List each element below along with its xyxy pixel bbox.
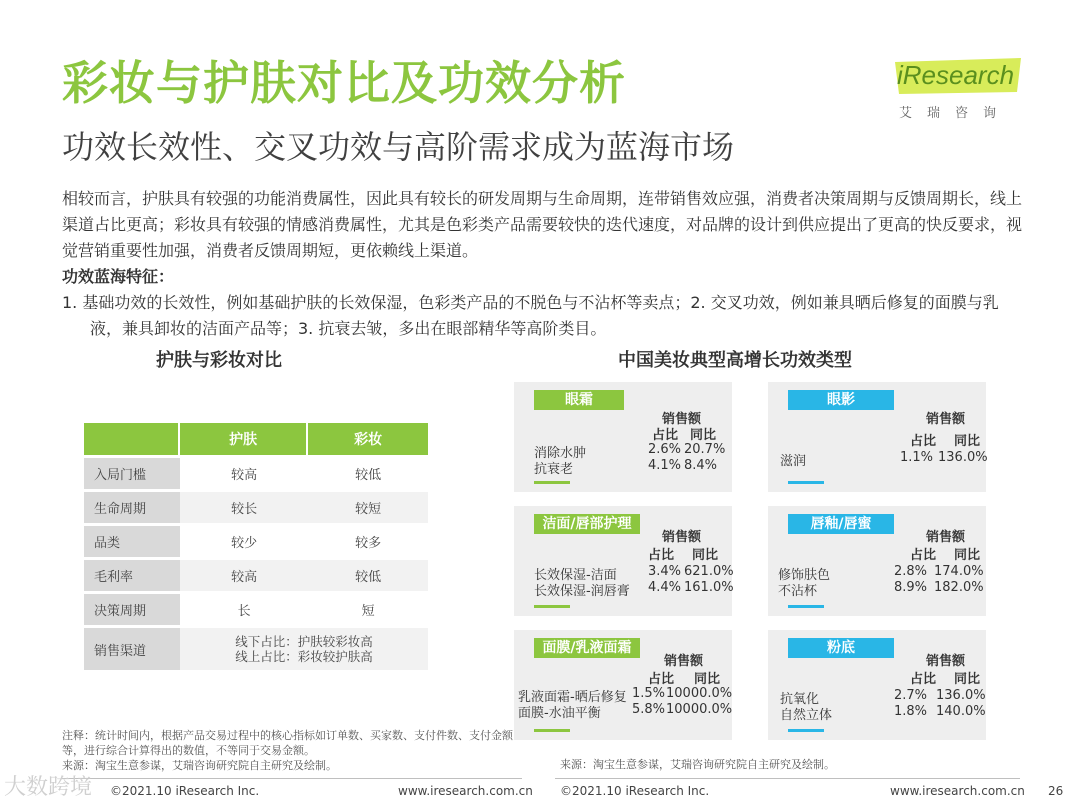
cell-makeup: 较短 <box>308 492 428 523</box>
intro-paragraph: 相较而言，护肤具有较强的功能消费属性，因此具有较长的研发周期与生命周期，连带销售效应强，消费者决策周期与反馈周期长，线上渠道占比更高；彩妆具有较强的情感消费属性，尤其是色彩类产品需要较快的迭代速度，对品牌的设计到供应提出了更高的快反要求，视觉营销重要性加强，消费者反馈周期短，更依赖线上渠道。 <box>62 189 1023 260</box>
cell-skincare: 较少 <box>231 536 258 551</box>
table-header-row <box>84 423 428 455</box>
row-yoy: 136.0% <box>938 450 988 465</box>
row-share: 1.5% <box>632 686 666 701</box>
sales-label: 销售额 <box>926 530 966 545</box>
row-yoy: 8.4% <box>684 458 718 473</box>
row-yoy: 20.7% <box>684 442 726 457</box>
row-yoy: 161.0% <box>684 580 734 595</box>
row-share: 4.1% <box>648 458 682 473</box>
table-row <box>84 492 428 523</box>
efficacy-card-mask-lotion <box>514 630 732 740</box>
yoy-label: 同比 <box>692 548 719 563</box>
share-label: 占比 <box>648 548 675 563</box>
row-name: 长效保湿-洁面 <box>534 568 617 583</box>
cell-makeup: 较低 <box>355 468 382 483</box>
efficacy-source: 来源：淘宝生意参谋，艾瑞咨询研究院自主研究及绘制。 <box>560 758 835 771</box>
efficacy-card-eye-cream <box>514 382 732 492</box>
card-tag: 眼霜 <box>534 390 624 410</box>
iresearch-logo <box>893 56 1028 126</box>
efficacy-card-eyeshadow <box>768 382 986 492</box>
row-share: 3.4% <box>648 564 682 579</box>
row-yoy: 140.0% <box>936 704 986 719</box>
row-yoy: 621.0% <box>684 564 734 579</box>
row-share: 8.9% <box>894 580 928 595</box>
footer-url-left[interactable]: www.iresearch.com.cn <box>398 784 533 798</box>
sales-label: 销售额 <box>662 412 702 427</box>
row-label: 销售渠道 <box>84 628 180 670</box>
row-share: 4.4% <box>648 580 682 595</box>
efficacy-title: 中国美妆典型高增长功效类型 <box>618 350 852 371</box>
yoy-label: 同比 <box>954 434 981 449</box>
footnote <box>62 728 522 773</box>
accent-bar <box>788 605 824 608</box>
share-label: 占比 <box>910 548 937 563</box>
card-tag: 粉底 <box>788 638 894 658</box>
cell-makeup: 较低 <box>308 560 428 591</box>
page-title: 彩妆与护肤对比及功效分析 <box>62 56 626 110</box>
card-tag: 唇釉/唇蜜 <box>788 514 894 534</box>
row-share: 1.8% <box>894 704 928 719</box>
row-share: 2.7% <box>894 688 928 703</box>
row-yoy: 174.0% <box>934 564 984 579</box>
row-share: 2.6% <box>648 442 682 457</box>
footnote-source: 来源：淘宝生意参谋，艾瑞咨询研究院自主研究及绘制。 <box>62 759 337 772</box>
row-name: 抗氧化 <box>780 692 820 707</box>
row-yoy: 136.0% <box>936 688 986 703</box>
table-header-blank <box>84 423 180 455</box>
row-yoy: 10000.0% <box>666 702 733 717</box>
row-name: 消除水肿 <box>534 446 587 461</box>
sales-label: 销售额 <box>664 654 704 669</box>
footer-copyright-center: ©2021.10 iResearch Inc. <box>560 784 710 798</box>
accent-bar <box>534 605 570 608</box>
row-name: 抗衰老 <box>534 462 574 477</box>
footer-copyright-left: ©2021.10 iResearch Inc. <box>110 784 260 798</box>
card-tag: 眼影 <box>788 390 894 410</box>
comparison-title: 护肤与彩妆对比 <box>156 350 282 371</box>
cell-makeup: 短 <box>361 604 375 619</box>
accent-bar <box>534 481 570 484</box>
cell-skincare: 长 <box>237 604 251 619</box>
yoy-label: 同比 <box>954 548 981 563</box>
row-label: 入局门槛 <box>84 458 180 489</box>
table-header-makeup: 彩妆 <box>308 423 428 455</box>
footer-divider-left <box>62 778 522 779</box>
card-tag: 洁面/唇部护理 <box>534 514 640 534</box>
table-row <box>84 458 428 489</box>
table-row <box>84 594 428 625</box>
sales-label: 销售额 <box>926 654 966 669</box>
row-share: 5.8% <box>632 702 666 717</box>
table-header-skincare: 护肤 <box>180 423 308 455</box>
share-label: 占比 <box>648 672 675 687</box>
cell-makeup: 较多 <box>355 536 382 551</box>
table-row <box>84 560 428 591</box>
accent-bar <box>788 729 824 732</box>
card-tag: 面膜/乳液面霜 <box>534 638 640 658</box>
accent-bar <box>534 729 570 732</box>
comparison-table <box>84 420 428 673</box>
sales-label: 销售额 <box>662 530 702 545</box>
footnote-text: 注释：统计时间内，根据产品交易过程中的核心指标如订单数、买家数、支付件数、支付金额等，进行综合计算得出的数值，不等同于交易金额。 <box>62 729 513 757</box>
row-label: 品类 <box>84 526 180 557</box>
row-label: 决策周期 <box>84 594 180 625</box>
feature-text: 1. 基础功效的长效性，例如基础护肤的长效保湿，色彩类产品的不脱色与不沾杯等卖点；2. 交叉功效，例如兼具晒后修复的面膜与乳液，兼具卸妆的洁面产品等；3. 抗衰去皱，多出在眼部精华等高阶类目。 <box>62 293 999 338</box>
sales-label: 销售额 <box>926 412 966 427</box>
watermark: 大数跨境 <box>4 775 93 800</box>
table-row <box>84 526 428 557</box>
row-share: 2.8% <box>894 564 928 579</box>
cell-skincare: 较高 <box>180 560 308 591</box>
row-name: 滋润 <box>780 454 807 469</box>
row-share: 1.1% <box>900 450 934 465</box>
logo-chinese: 艾瑞咨询 <box>899 106 1012 121</box>
share-label: 占比 <box>910 434 937 449</box>
yoy-label: 同比 <box>694 672 721 687</box>
share-label: 占比 <box>910 672 937 687</box>
share-label: 占比 <box>652 428 679 443</box>
row-name: 长效保湿-润唇膏 <box>534 584 630 599</box>
page-subtitle: 功效长效性、交叉功效与高阶需求成为蓝海市场 <box>62 128 735 166</box>
logo-text: iResearch <box>897 60 1015 90</box>
channel-online: 线上占比：彩妆较护肤高 <box>235 649 373 664</box>
row-name: 面膜-水油平衡 <box>518 706 601 721</box>
row-yoy: 182.0% <box>934 580 984 595</box>
page-number: 26 <box>1048 784 1064 798</box>
cell-skincare: 较长 <box>180 492 308 523</box>
efficacy-card-cleanser-lip <box>514 506 732 616</box>
footer-url-right[interactable]: www.iresearch.com.cn <box>890 784 1025 798</box>
row-name: 不沾杯 <box>778 584 818 599</box>
efficacy-card-foundation <box>768 630 986 740</box>
efficacy-card-lip-gloss <box>768 506 986 616</box>
row-name: 自然立体 <box>780 708 833 723</box>
row-label: 毛利率 <box>84 560 180 591</box>
accent-bar <box>788 481 824 484</box>
yoy-label: 同比 <box>954 672 981 687</box>
cell-channel <box>180 628 428 670</box>
footer-divider-right <box>555 778 1020 779</box>
yoy-label: 同比 <box>690 428 717 443</box>
feature-title: 功效蓝海特征： <box>62 267 175 286</box>
row-name: 乳液面霜-晒后修复 <box>518 690 627 705</box>
table-row <box>84 628 428 670</box>
row-yoy: 10000.0% <box>666 686 733 701</box>
cell-skincare: 较高 <box>231 468 258 483</box>
row-label: 生命周期 <box>84 492 180 523</box>
row-name: 修饰肤色 <box>778 568 831 583</box>
channel-offline: 线下占比：护肤较彩妆高 <box>235 634 373 649</box>
